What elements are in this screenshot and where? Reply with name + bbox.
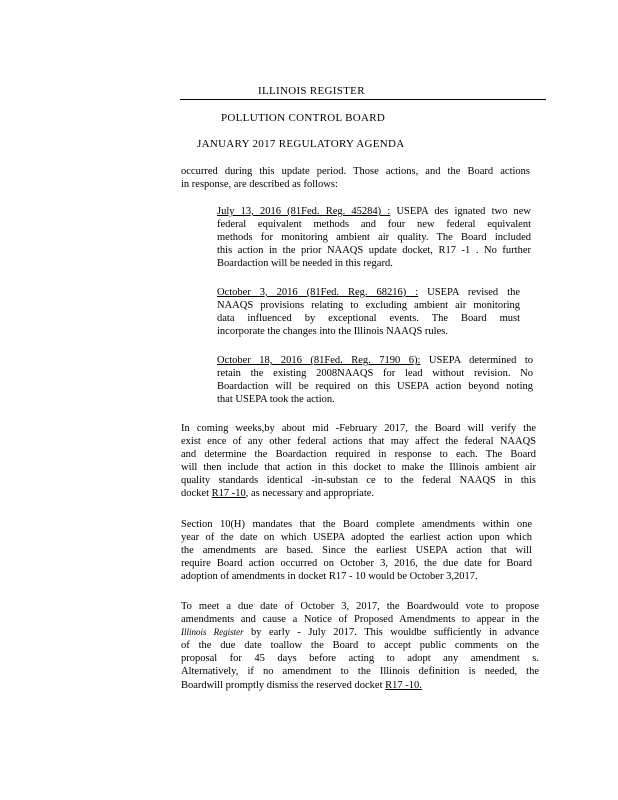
- paragraph-line: will then include that action in this docket to make the Illinois ambient air: [181, 462, 536, 474]
- intro-line: occurred during this update period. Those actions, and the Board actions: [181, 166, 530, 177]
- paragraph-line: quality standards identical -in-substan ce to the federal NAAQS in this: [181, 475, 536, 487]
- verification-paragraph: [181, 422, 536, 501]
- intro-paragraph: [181, 165, 530, 191]
- item-citation: October 3, 2016 (81Fed. Reg. 68216) :: [217, 287, 419, 298]
- register-title: ILLINOIS REGISTER: [258, 85, 365, 97]
- schedule-paragraph: [181, 600, 539, 692]
- federal-action-item: [217, 205, 531, 270]
- register-italic: Illinois Register: [181, 627, 244, 638]
- item-citation: July 13, 2016 (81Fed. Reg. 45284) :: [217, 206, 391, 217]
- docket-reference: R17 -10: [211, 488, 246, 500]
- paragraph-line: the amendments are based. Since the earliest USEPA action that will: [181, 545, 532, 557]
- item-text: USEPA revised the: [418, 287, 520, 298]
- item-text: data influenced by exceptional events. The Board must: [217, 313, 520, 325]
- paragraph-text: , as necessary and appropriate.: [245, 488, 375, 500]
- agenda-title: JANUARY 2017 REGULATORY AGENDA: [197, 138, 405, 150]
- paragraph-text: Boardwill promptly dismiss the reserved docket: [181, 679, 386, 691]
- paragraph-line: In coming weeks,by about mid -February 2017, the Board will verify the: [181, 423, 536, 434]
- item-text: USEPA des ignated two new: [390, 206, 531, 217]
- federal-action-item: [217, 286, 520, 338]
- paragraph-text: by early - July 2017. This wouldbe sufficiently in advance: [243, 627, 540, 639]
- item-text: incorporate the changes into the Illinois NAAQS rules.: [217, 326, 448, 338]
- item-text: this action in the prior NAAQS update docket, R17 -1 . No further: [217, 245, 531, 257]
- paragraph-line: To meet a due date of October 3, 2017, the Boardwould vote to propose: [181, 601, 539, 612]
- item-text: USEPA determined to: [420, 355, 533, 366]
- item-text: Boardaction will be required on this USEPA action beyond noting: [217, 381, 533, 393]
- deadline-paragraph: [181, 518, 532, 583]
- paragraph-line: of the due date toallow the Board to accept public comments on the: [181, 640, 539, 652]
- item-text: that USEPA took the action.: [217, 394, 335, 406]
- item-citation: October 18, 2016 (81Fed. Reg. 7190 6):: [217, 355, 421, 366]
- item-text: retain the existing 2008NAAQS for lead without revision. No: [217, 368, 533, 380]
- item-text: NAAQS provisions relating to excluding ambient air monitoring: [217, 300, 520, 312]
- paragraph-line: and determine the Boardaction required in response to each. The Board: [181, 449, 536, 461]
- item-text: Boardaction will be needed in this regard.: [217, 258, 393, 270]
- paragraph-text: docket: [181, 488, 212, 500]
- paragraph-line: require Board action occurred on October 3, 2016, the due date for Board: [181, 558, 532, 570]
- header-rule: [180, 99, 546, 100]
- paragraph-line: Alternatively, if no amendment to the Illinois definition is needed, the: [181, 666, 539, 678]
- board-title: POLLUTION CONTROL BOARD: [221, 112, 386, 124]
- item-text: federal equivalent methods and four new federal equivalent: [217, 219, 531, 231]
- paragraph-line: amendments and cause a Notice of Proposed Amendments to appear in the: [181, 614, 539, 626]
- paragraph-line: exist ence of any other federal actions that may affect the federal NAAQS: [181, 436, 536, 448]
- paragraph-line: Section 10(H) mandates that the Board complete amendments within one: [181, 519, 532, 530]
- paragraph-line: proposal for 45 days before acting to adopt any amendment s.: [181, 653, 539, 665]
- item-text: methods for monitoring ambient air quality. The Board included: [217, 232, 531, 244]
- federal-action-item: [217, 354, 533, 406]
- intro-line: in response, are described as follows:: [181, 179, 338, 191]
- docket-reference: R17 -10.: [385, 679, 422, 691]
- paragraph-line: year of the date on which USEPA adopted the earliest action upon which: [181, 532, 532, 544]
- paragraph-line: adoption of amendments in docket R17 - 10 would be October 3,2017.: [181, 571, 478, 583]
